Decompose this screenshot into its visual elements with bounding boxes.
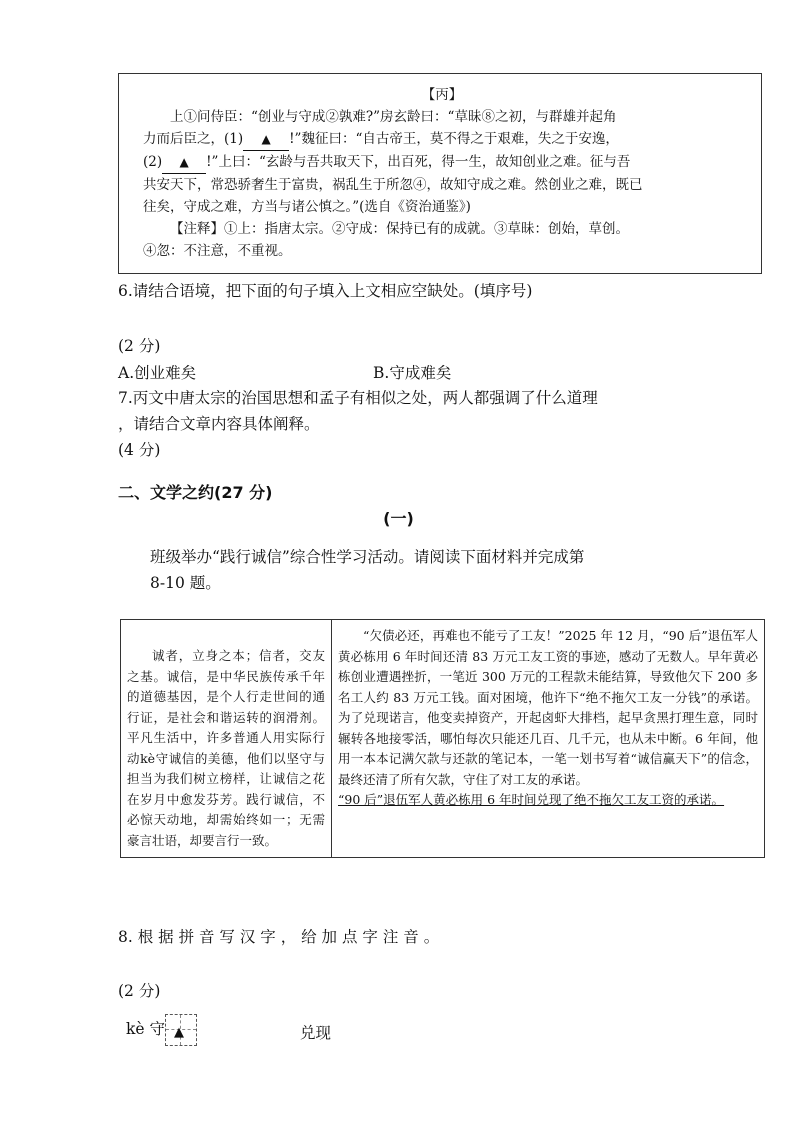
blank-1: ▲	[243, 128, 289, 151]
material-left: 诚者，立身之本；信者，交友之基。诚信，是中华民族传承千年的道德基因，是个人行走世间的通行证，是社会和谐运转的润滑剂。平凡生活中，许多普通人用实际行动kè守诚信的美德，他们以坚守与担当为我们树立榜样，让诚信之花在岁月中愈发芬芳。践行诚信，不必惊天动地，却需始终如一；无需豪言壮语，却要言行一致。	[121, 620, 332, 858]
passage-line: 共安天下，常恐骄奢生于富贵，祸乱生于所忽④，故知守成之难。然创业之难，既已	[143, 177, 643, 193]
question-6-score: (2 分)	[118, 337, 161, 355]
passage-line: (2) ▲ !”上曰：“玄龄与吾共取天下，出百死，得一生，故知创业之难。征与吾	[143, 151, 741, 174]
question-7-cont: ，请结合文章内容具体阐释。	[118, 415, 320, 433]
annotation-line: ④忽：不注意，不重视。	[143, 243, 292, 259]
passage-line: 往矣，守成之难，方当与诸公慎之。”(选自《资治通鉴》)	[143, 199, 471, 215]
blank-2: ▲	[162, 151, 206, 174]
section-intro-cont: 8-10 题。	[150, 574, 221, 592]
material-table	[120, 619, 765, 858]
material-summary: “90 后”退伍军人黄必栋用 6 年时间兑现了绝不拖欠工友工资的承诺。	[338, 792, 725, 807]
material-right: “欠债必还，再难也不能亏了工友！”2025 年 12 月，“90 后”退伍军人黄必栋用 6 年时间还清 83 万元工友工资的事迹，感动了无数人。早年黄必栋创业遭遇挫折，一笔近 300 万元的工程款未能结算，导致他欠下 200 多名工人约 83 万元工钱。面对困境，他许下“绝不拖欠工友一分钱”的承诺。为了兑现诺言，他变卖掉资产，开起卤虾大排档，起早贪黑打理生意，同时辗转各地接零活，哪怕每次只能还几百、几千元，也从未中断。6 年间，他用一本本记满欠款与还款的笔记本，一笔一划书写着“诚信赢天下”的信念，最终还清了所有欠款，守住了对工友的承诺。 “90 后”退伍军人黄必栋用 6 年时间兑现了绝不拖欠工友工资的承诺。	[332, 620, 765, 858]
passage-heading: 【丙】	[421, 87, 463, 103]
question-8: 8. 根 据 拼 音 写 汉 字 ， 给 加 点 字 注 音 。	[118, 928, 440, 946]
annotation-line: 【注释】①上：指唐太宗。②守成：保持已有的成就。③草昧：创始，草创。	[170, 221, 629, 237]
passage-line: 上①问侍臣：“创业与守成②孰难?”房玄龄曰：“草昧⑧之初，与群雄并起角	[170, 109, 617, 125]
passage-line: 力而后臣之，(1) ▲ !”魏征曰：“自古帝王，莫不得之于艰难，失之于安逸，	[143, 128, 741, 151]
question-6: 6.请结合语境，把下面的句子填入上文相应空缺处。(填序号)	[118, 282, 533, 300]
pinyin-item-1: kè 守 ▲	[126, 1014, 197, 1046]
option-a: A.创业难矣	[118, 364, 197, 382]
question-7-score: (4 分)	[118, 441, 161, 459]
question-8-score: (2 分)	[118, 982, 161, 1000]
pinyin-item-2: 兑现	[300, 1024, 332, 1042]
question-7: 7.丙文中唐太宗的治国思想和孟子有相似之处，两人都强调了什么道理	[118, 389, 598, 407]
answer-box[interactable]: ▲	[165, 1014, 197, 1046]
section-title: 二、文学之约(27 分)	[118, 483, 273, 502]
option-b: B.守成难矣	[373, 364, 452, 382]
section-subtitle: (一)	[383, 509, 414, 528]
passage-bing-box	[118, 73, 762, 274]
section-intro: 班级举办“践行诚信”综合性学习活动。请阅读下面材料并完成第	[150, 548, 585, 566]
